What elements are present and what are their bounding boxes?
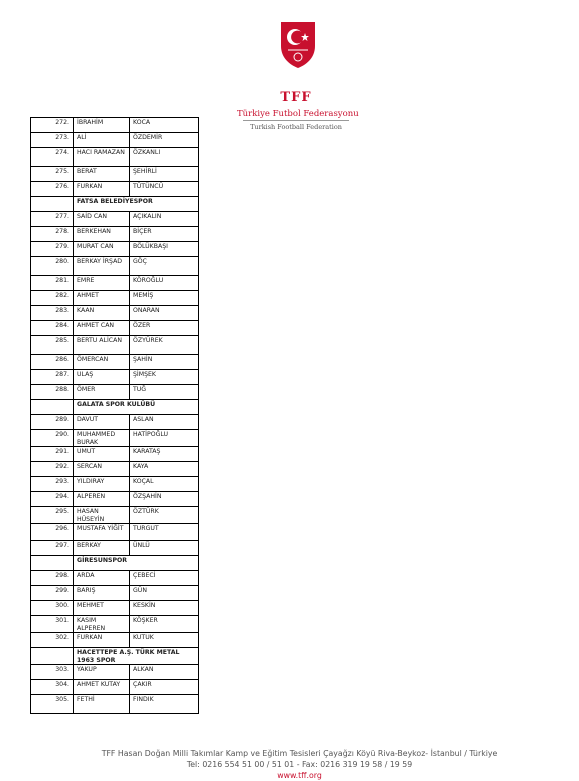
first-name: İBRAHİM bbox=[74, 118, 130, 133]
last-name: KAYA bbox=[130, 462, 199, 477]
first-name: DAVUT bbox=[74, 415, 130, 430]
row-number: 303. bbox=[31, 665, 74, 680]
row-number: 282. bbox=[31, 291, 74, 306]
table-row bbox=[31, 415, 199, 430]
first-name: BERKAY İRŞAD bbox=[74, 257, 130, 276]
row-number: 283. bbox=[31, 306, 74, 321]
table-row bbox=[31, 524, 199, 541]
row-number: 291. bbox=[31, 447, 74, 462]
first-name: BERKEHAN bbox=[74, 227, 130, 242]
first-name: BARIŞ bbox=[74, 586, 130, 601]
row-number: 292. bbox=[31, 462, 74, 477]
last-name: GÜN bbox=[130, 586, 199, 601]
table-row bbox=[31, 492, 199, 507]
table-row bbox=[31, 385, 199, 400]
row-number: 298. bbox=[31, 571, 74, 586]
club-name: FATSA BELEDİYESPOR bbox=[74, 197, 199, 212]
first-name: FURKAN bbox=[74, 182, 130, 197]
table-row bbox=[31, 306, 199, 321]
logo-org-name-en: Turkish Football Federation bbox=[250, 123, 342, 131]
last-name: ŞEHİRLİ bbox=[130, 167, 199, 182]
last-name: ASLAN bbox=[130, 415, 199, 430]
row-number: 288. bbox=[31, 385, 74, 400]
row-number: 276. bbox=[31, 182, 74, 197]
last-name: ÖZKANLI bbox=[130, 148, 199, 167]
first-name: FETHİ bbox=[74, 695, 130, 714]
row-number: 272. bbox=[31, 118, 74, 133]
row-number: 301. bbox=[31, 616, 74, 633]
row-number: 277. bbox=[31, 212, 74, 227]
table-row bbox=[31, 430, 199, 447]
table-row bbox=[31, 370, 199, 385]
last-name: ÖZŞAHİN bbox=[130, 492, 199, 507]
table-row bbox=[31, 541, 199, 556]
row-number: 278. bbox=[31, 227, 74, 242]
row-number: 285. bbox=[31, 336, 74, 355]
club-header-row bbox=[31, 556, 199, 571]
table-row bbox=[31, 321, 199, 336]
table-row bbox=[31, 680, 199, 695]
last-name: FINDIK bbox=[130, 695, 199, 714]
table-row bbox=[31, 633, 199, 648]
row-number: 304. bbox=[31, 680, 74, 695]
last-name: GÖÇ bbox=[130, 257, 199, 276]
first-name: MEHMET bbox=[74, 601, 130, 616]
first-name: BERKAY bbox=[74, 541, 130, 556]
row-number: 290. bbox=[31, 430, 74, 447]
first-name: MURAT CAN bbox=[74, 242, 130, 257]
first-name: YAKUP bbox=[74, 665, 130, 680]
table-row bbox=[31, 586, 199, 601]
player-list-table bbox=[30, 117, 199, 714]
table-row bbox=[31, 148, 199, 167]
first-name: ÖMERCAN bbox=[74, 355, 130, 370]
last-name: KOCA bbox=[130, 118, 199, 133]
first-name: AHMET bbox=[74, 291, 130, 306]
last-name: KOÇAL bbox=[130, 477, 199, 492]
row-number: 287. bbox=[31, 370, 74, 385]
last-name: ÖZYÜREK bbox=[130, 336, 199, 355]
footer-website: www.tff.org bbox=[277, 771, 322, 780]
last-name: ŞAHİN bbox=[130, 355, 199, 370]
first-name: UMUT bbox=[74, 447, 130, 462]
row-number: 279. bbox=[31, 242, 74, 257]
club-name: HACETTEPE A.Ş. TÜRK METAL 1963 SPOR bbox=[74, 648, 199, 665]
last-name: ÇAKIR bbox=[130, 680, 199, 695]
row-number: 286. bbox=[31, 355, 74, 370]
table-row bbox=[31, 212, 199, 227]
row-number: 295. bbox=[31, 507, 74, 524]
last-name: TUĞ bbox=[130, 385, 199, 400]
club-row-spacer bbox=[31, 556, 74, 571]
row-number: 280. bbox=[31, 257, 74, 276]
last-name: BİÇER bbox=[130, 227, 199, 242]
last-name: ÖZER bbox=[130, 321, 199, 336]
first-name: MUHAMMED BURAK bbox=[74, 430, 130, 447]
player-list-body bbox=[31, 118, 199, 714]
first-name: AHMET KUTAY bbox=[74, 680, 130, 695]
first-name: YILDIRAY bbox=[74, 477, 130, 492]
table-row bbox=[31, 276, 199, 291]
first-name: BERAT bbox=[74, 167, 130, 182]
first-name: SAİD CAN bbox=[74, 212, 130, 227]
first-name: ALİ bbox=[74, 133, 130, 148]
club-name: GALATA SPOR KULÜBÜ bbox=[74, 400, 199, 415]
table-row bbox=[31, 616, 199, 633]
logo-divider bbox=[243, 120, 349, 121]
row-number: 289. bbox=[31, 415, 74, 430]
row-number: 302. bbox=[31, 633, 74, 648]
table-row bbox=[31, 227, 199, 242]
last-name: KÖŞKER bbox=[130, 616, 199, 633]
first-name: ALPEREN bbox=[74, 492, 130, 507]
last-name: ÇEBECİ bbox=[130, 571, 199, 586]
table-row bbox=[31, 477, 199, 492]
first-name: KAAN bbox=[74, 306, 130, 321]
club-row-spacer bbox=[31, 400, 74, 415]
row-number: 281. bbox=[31, 276, 74, 291]
club-row-spacer bbox=[31, 648, 74, 665]
first-name: MUSTAFA YİĞİT bbox=[74, 524, 130, 541]
table-row bbox=[31, 242, 199, 257]
first-name: KASIM ALPEREN bbox=[74, 616, 130, 633]
club-header-row bbox=[31, 400, 199, 415]
last-name: AÇIKALIN bbox=[130, 212, 199, 227]
first-name: EMRE bbox=[74, 276, 130, 291]
club-row-spacer bbox=[31, 197, 74, 212]
last-name: ÖZTÜRK bbox=[130, 507, 199, 524]
row-number: 284. bbox=[31, 321, 74, 336]
tff-logo bbox=[237, 20, 359, 131]
logo-org-name: Türkiye Futbol Federasyonu bbox=[237, 109, 359, 119]
table-row bbox=[31, 167, 199, 182]
table-row bbox=[31, 133, 199, 148]
last-name: MEMİŞ bbox=[130, 291, 199, 306]
row-number: 300. bbox=[31, 601, 74, 616]
table-row bbox=[31, 355, 199, 370]
row-number: 275. bbox=[31, 167, 74, 182]
last-name: KUTUK bbox=[130, 633, 199, 648]
last-name: ÜNLÜ bbox=[130, 541, 199, 556]
first-name: ARDA bbox=[74, 571, 130, 586]
row-number: 294. bbox=[31, 492, 74, 507]
table-row bbox=[31, 336, 199, 355]
last-name: BÖLÜKBAŞI bbox=[130, 242, 199, 257]
table-row bbox=[31, 601, 199, 616]
logo-acronym: TFF bbox=[280, 90, 312, 105]
first-name: SERCAN bbox=[74, 462, 130, 477]
last-name: KÖROĞLU bbox=[130, 276, 199, 291]
footer-contact: Tel: 0216 554 51 00 / 51 01 - Fax: 0216 319 19 58 / 19 59 bbox=[186, 760, 413, 769]
last-name: KESKİN bbox=[130, 601, 199, 616]
tff-crest-icon bbox=[278, 20, 318, 70]
row-number: 293. bbox=[31, 477, 74, 492]
table-row bbox=[31, 462, 199, 477]
footer-address: TFF Hasan Doğan Milli Takımlar Kamp ve Eğitim Tesisleri Çayağzı Köyü Riva-Beykoz- İstanbul / Türkiye bbox=[101, 749, 498, 758]
row-number: 305. bbox=[31, 695, 74, 714]
last-name: ONARAN bbox=[130, 306, 199, 321]
last-name: TURGUT bbox=[130, 524, 199, 541]
row-number: 299. bbox=[31, 586, 74, 601]
table-row bbox=[31, 507, 199, 524]
club-header-row bbox=[31, 197, 199, 212]
table-row bbox=[31, 571, 199, 586]
club-header-row bbox=[31, 648, 199, 665]
table-row bbox=[31, 447, 199, 462]
table-row bbox=[31, 291, 199, 306]
last-name: HATİPOĞLU bbox=[130, 430, 199, 447]
table-row bbox=[31, 182, 199, 197]
row-number: 296. bbox=[31, 524, 74, 541]
row-number: 297. bbox=[31, 541, 74, 556]
page-footer bbox=[60, 748, 539, 781]
first-name: AHMET CAN bbox=[74, 321, 130, 336]
table-row bbox=[31, 695, 199, 714]
first-name: HACI RAMAZAN bbox=[74, 148, 130, 167]
first-name: BERTU ALİCAN bbox=[74, 336, 130, 355]
first-name: ULAŞ bbox=[74, 370, 130, 385]
last-name: KARATAŞ bbox=[130, 447, 199, 462]
last-name: ÖZDEMİR bbox=[130, 133, 199, 148]
first-name: HASAN HÜSEYİN bbox=[74, 507, 130, 524]
row-number: 274. bbox=[31, 148, 74, 167]
last-name: TÜTÜNCÜ bbox=[130, 182, 199, 197]
first-name: ÖMER bbox=[74, 385, 130, 400]
table-row bbox=[31, 118, 199, 133]
first-name: FURKAN bbox=[74, 633, 130, 648]
club-name: GİRESUNSPOR bbox=[74, 556, 199, 571]
last-name: ALKAN bbox=[130, 665, 199, 680]
table-row bbox=[31, 257, 199, 276]
last-name: ŞİMŞEK bbox=[130, 370, 199, 385]
row-number: 273. bbox=[31, 133, 74, 148]
table-row bbox=[31, 665, 199, 680]
